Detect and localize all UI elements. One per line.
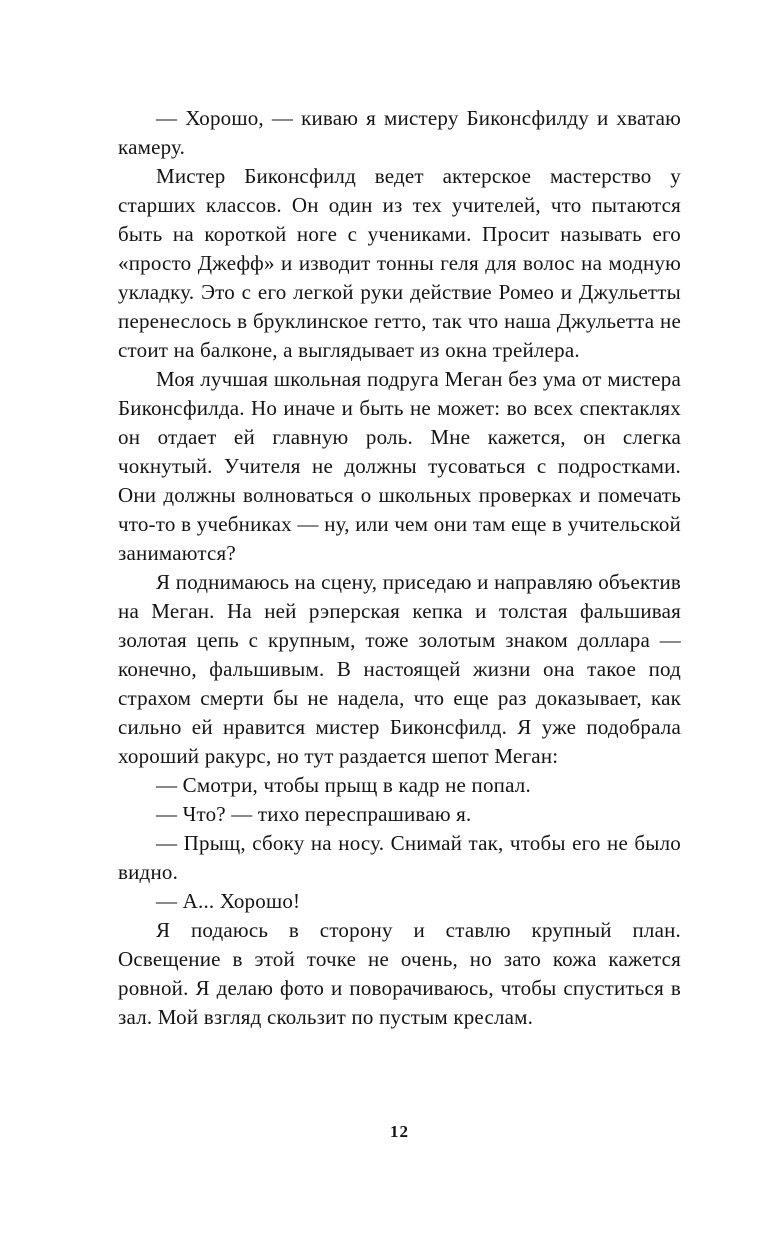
paragraph: — Прыщ, сбоку на носу. Снимай так, чтобы его не было видно. — [118, 831, 681, 884]
text-block — [118, 104, 681, 1032]
paragraph: — Смотри, чтобы прыщ в кадр не попал. — [156, 773, 531, 797]
paragraph: Я подаюсь в сторону и ставлю крупный план. Освещение в этой точке не очень, но зато кожа кажется ровной. Я делаю фото и поворачиваюсь, чтобы спуститься в зал. Мой взгляд скользит по пустым креслам. — [118, 918, 681, 1029]
paragraph: — А... Хорошо! — [156, 889, 301, 913]
paragraph: Я поднимаюсь на сцену, приседаю и направляю объектив на Меган. На ней рэперская кепка и толстая фальшивая золотая цепь с крупным, тоже золотым знаком доллара — конечно, фальшивым. В настоящей жизни она такое под страхом смерти бы не надела, что еще раз доказывает, как сильно ей нравится мистер Биконсфилд. Я уже подобрала хороший ракурс, но тут раздается шепот Меган: — [118, 570, 681, 768]
paragraph: — Хорошо, — киваю я мистеру Биконсфилду и хватаю камеру. — [118, 106, 681, 159]
page-number: 12 — [390, 1122, 409, 1141]
paragraph: Моя лучшая школьная подруга Меган без ума от мистера Биконсфилда. Но иначе и быть не может: во всех спектаклях он отдает ей главную роль. Мне кажется, он слегка чокнутый. Учителя не должны тусоваться с подростками. Они должны волноваться о школьных проверках и помечать что-то в учебниках — ну, или чем они там еще в учительской занимаются? — [118, 367, 681, 565]
paragraph: — Что? — тихо переспрашиваю я. — [156, 802, 472, 826]
paragraph: Мистер Биконсфилд ведет актерское мастерство у старших классов. Он один из тех учителей, что пытаются быть на короткой ноге с учениками. Просит называть его «просто Джефф» и изводит тонны геля для волос на модную укладку. Это с его легкой руки действие Ромео и Джульетты перенеслось в бруклинское гетто, так что наша Джульетта не стоит на балконе, а выглядывает из окна трейлера. — [118, 164, 681, 362]
